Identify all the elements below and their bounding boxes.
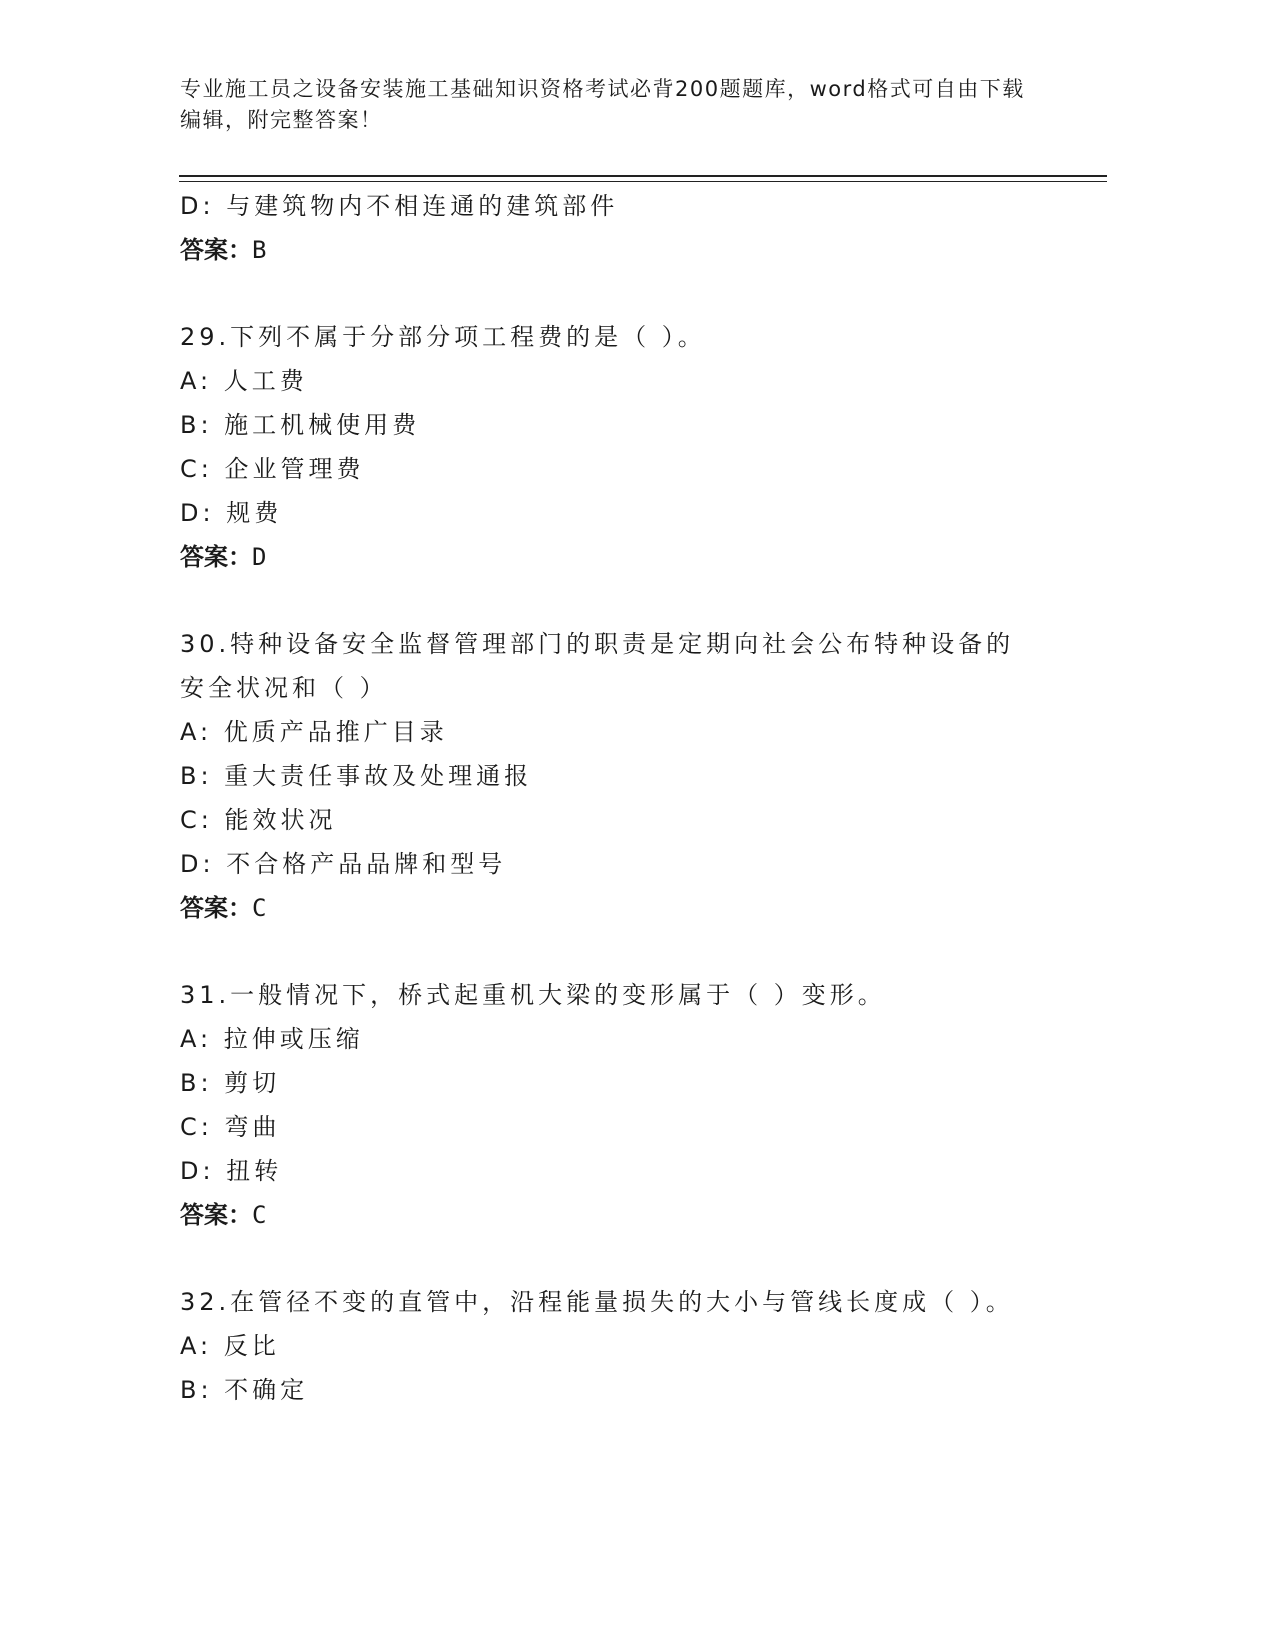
question-31: [180, 973, 1080, 1237]
answer-line: [180, 886, 1080, 930]
header-title: 专业施工员之设备安装施工基础知识资格考试必背200题题库，word格式可自由下载编辑，附完整答案！: [180, 77, 1025, 132]
answer-value: D: [252, 543, 267, 571]
option-d: D: 不合格产品品牌和型号: [180, 850, 507, 878]
spacer: [180, 272, 1080, 315]
option-c: C: 企业管理费: [180, 455, 365, 483]
option-b: B: 施工机械使用费: [180, 411, 421, 439]
answer-label: 答案：: [180, 894, 252, 922]
question-title: 30.特种设备安全监督管理部门的职责是定期向社会公布特种设备的安全状况和（ ）: [180, 630, 1015, 702]
answer-value: C: [252, 894, 267, 922]
option-d: D: 与建筑物内不相连通的建筑部件: [180, 192, 619, 220]
spacer: [180, 930, 1080, 973]
option-d: D: 扭转: [180, 1157, 283, 1185]
option-b: B: 剪切: [180, 1069, 281, 1097]
option-b: B: 不确定: [180, 1376, 309, 1404]
option-c: C: 能效状况: [180, 806, 337, 834]
answer-value: B: [252, 236, 267, 264]
option-b: B: 重大责任事故及处理通报: [180, 762, 533, 790]
question-list: [180, 184, 1080, 1412]
answer-label: 答案：: [180, 1201, 252, 1229]
option-a: A: 优质产品推广目录: [180, 718, 448, 746]
question-30: [180, 622, 1080, 930]
spacer: [180, 1237, 1080, 1280]
question-29: [180, 315, 1080, 579]
answer-line: [180, 1193, 1080, 1237]
answer-line: [180, 535, 1080, 579]
option-a: A: 拉伸或压缩: [180, 1025, 364, 1053]
question-32: [180, 1280, 1080, 1412]
header-rule-thin: [179, 181, 1107, 182]
option-a: A: 人工费: [180, 367, 308, 395]
answer-label: 答案：: [180, 543, 252, 571]
document-header: [180, 74, 1040, 136]
option-d: D: 规费: [180, 499, 283, 527]
option-a: A: 反比: [180, 1332, 280, 1360]
header-rule-thick: [179, 175, 1107, 177]
answer-line: [180, 228, 1080, 272]
question-title: 31.一般情况下，桥式起重机大梁的变形属于（ ）变形。: [180, 981, 886, 1009]
answer-value: C: [252, 1201, 267, 1229]
question-title: 29.下列不属于分部分项工程费的是（ ）。: [180, 323, 706, 351]
answer-label: 答案：: [180, 236, 252, 264]
question-title: 32.在管径不变的直管中，沿程能量损失的大小与管线长度成（ ）。: [180, 1288, 1014, 1316]
option-c: C: 弯曲: [180, 1113, 281, 1141]
spacer: [180, 579, 1080, 622]
